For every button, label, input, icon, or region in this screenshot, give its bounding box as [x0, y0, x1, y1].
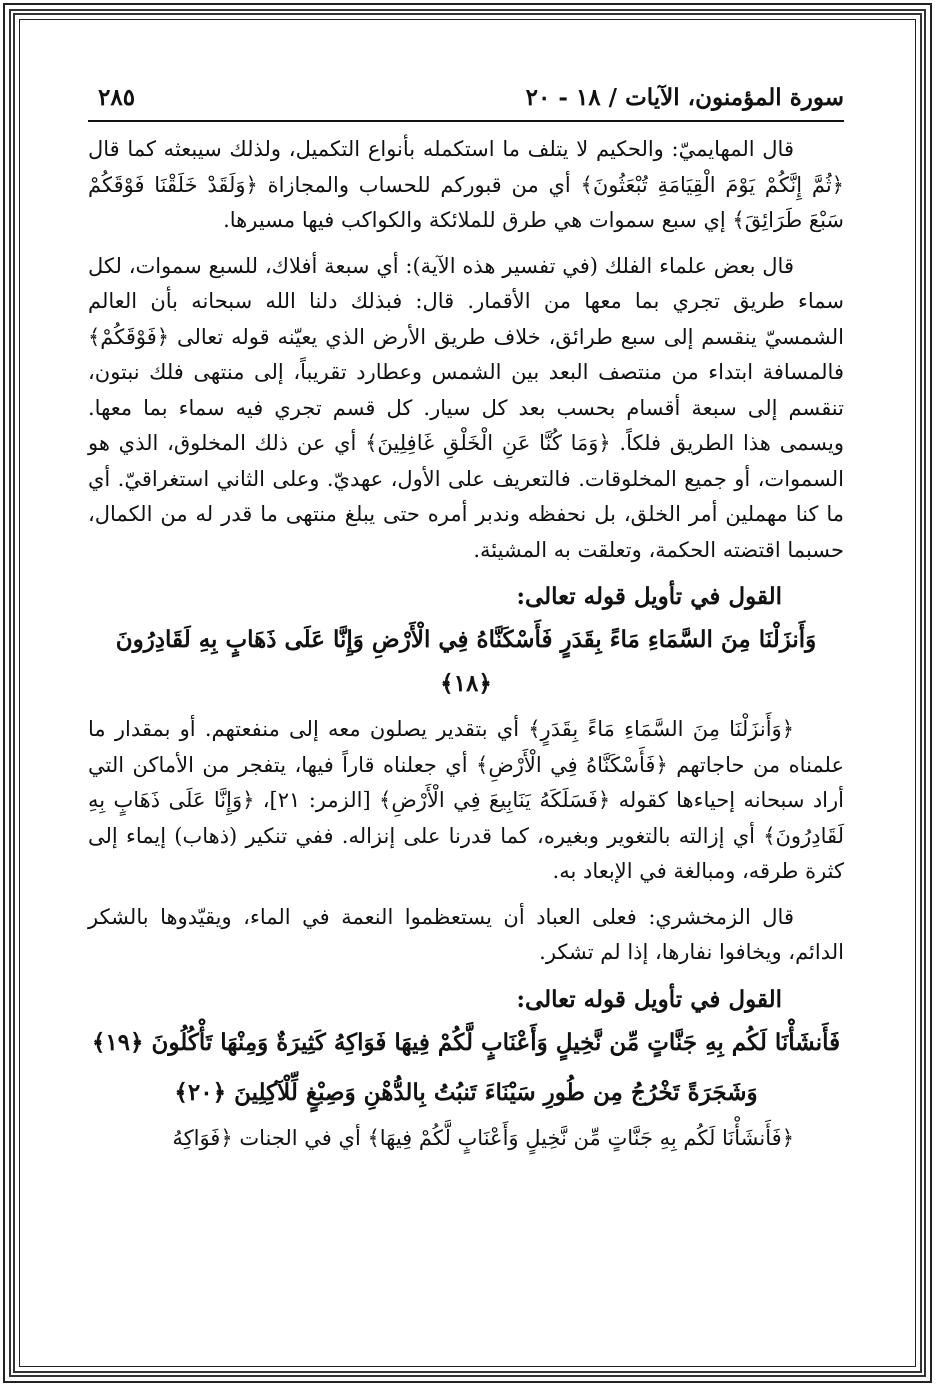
section-heading-verses-19-20: القول في تأويل قوله تعالى:: [516, 985, 782, 1013]
paragraph-zamakhshari: قال الزمخشري: فعلى العباد أن يستعظموا النعمة في الماء، ويقيّدوها بالشكر الدائم، ويخافوا نفارها، إذا لم تشكر.: [88, 904, 844, 964]
running-header: [88, 78, 844, 122]
quran-verse-18: وَأَنزَلْنَا مِنَ السَّمَاءِ مَاءً بِقَدَرٍ فَأَسْكَنَّاهُ فِي الْأَرْضِ وَإِنَّا عَلَى ذَهَابٍ بِهِ لَقَادِرُونَ ﴿١٨﴾: [115, 626, 817, 697]
paragraph-verse-18-commentary: ﴿وَأَنزَلْنَا مِنَ السَّمَاءِ مَاءً بِقَدَرٍ﴾ أي بتقدير يصلون معه إلى منفعتهم. أو بمقدار ما علمناه من حاجاتهم ﴿فَأَسْكَنَّاهُ فِي الْأَرْضِ﴾ أي جعلناه قاراً فيها، يتفجر من الأماكن التي أراد سبحانه إحياءها كقوله ﴿فَسَلَكَهُ يَنَابِيعَ فِي الْأَرْضِ﴾ [الزمر: ٢١]، ﴿وَإِنَّا عَلَى ذَهَابٍ بِهِ لَقَادِرُونَ﴾ أي إزالته بالتغوير وبغيره، كما قدرنا على إنزاله. ففي تنكير (ذهاب) إيماء إلى كثرة طرقه، ومبالغة في الإبعاد به.: [88, 717, 844, 883]
paragraph-verse-19-commentary: ﴿فَأَنشَأْنَا لَكُم بِهِ جَنَّاتٍ مِّن نَّخِيلٍ وَأَعْنَابٍ لَّكُمْ فِيهَا﴾ أي في الجنات ﴿فَوَاكِهُ: [172, 1125, 794, 1150]
page-number: ٢٨٥: [98, 84, 136, 111]
paragraph-astronomy: قال بعض علماء الفلك (في تفسير هذه الآية): أي سبعة أفلاك، للسبع سموات، لكل سماء طريق تجري بما معها من الأقمار. قال: فبذلك دلنا الله سبحانه بأن العالم الشمسيّ ينقسم إلى سبع طرائق، خلاف طريق الأرض الذي يعيّنه قوله تعالى ﴿فَوْقَكُمْ﴾ فالمسافة ابتداء من منتصف البعد بين الشمس وعطارد تقريباً، إلى منتهى فلك نبتون، تنقسم إلى سبعة أقسام بحسب بعد كل سيار. كل قسم تجري فيه سماء بما معها. ويسمى هذا الطريق فلكاً. ﴿وَمَا كُنَّا عَنِ الْخَلْقِ غَافِلِينَ﴾ أي عن ذلك المخلوق، الذي هو السموات، أو جميع المخلوقات. فالتعريف على الأول، عهديّ. وعلى الثاني استغراقيّ. أي ما كنا مهملين أمر الخلق، بل نحفظه وندبر أمره حتى يبلغ منتهى ما قدر له من الكمال، حسبما اقتضته الحكمة، وتعلقت به المشيئة.: [88, 253, 844, 562]
surah-title: سورة المؤمنون، الآيات / ١٨ - ٢٠: [525, 84, 844, 111]
book-page: [88, 78, 844, 1368]
section-heading-verse-18: القول في تأويل قوله تعالى:: [516, 583, 782, 610]
quran-verse-19: فَأَنشَأْنَا لَكُم بِهِ جَنَّاتٍ مِّن نَّخِيلٍ وَأَعْنَابٍ لَّكُمْ فِيهَا فَوَاكِهُ كَثِيرَةٌ وَمِنْهَا تَأْكُلُونَ ﴿١٩﴾: [91, 1028, 841, 1056]
quran-verse-20: وَشَجَرَةً تَخْرُجُ مِن طُورِ سَيْنَاءَ تَنبُتُ بِالدُّهْنِ وَصِبْغٍ لِّلْآكِلِينَ ﴿٢٠﴾: [174, 1078, 758, 1106]
paragraph-mahaymi: قال المهايميّ: والحكيم لا يتلف ما استكمله بأنواع التكميل، ولذلك سيبعثه كما قال ﴿ثُمَّ إِنَّكُمْ يَوْمَ الْقِيَامَةِ تُبْعَثُونَ﴾ أي من قبوركم للحساب والمجازاة ﴿وَلَقَدْ خَلَقْنَا فَوْقَكُمْ سَبْعَ طَرَائِقَ﴾ إي سبع سموات هي طرق للملائكة والكواكب فيها مسيرها.: [88, 137, 844, 232]
